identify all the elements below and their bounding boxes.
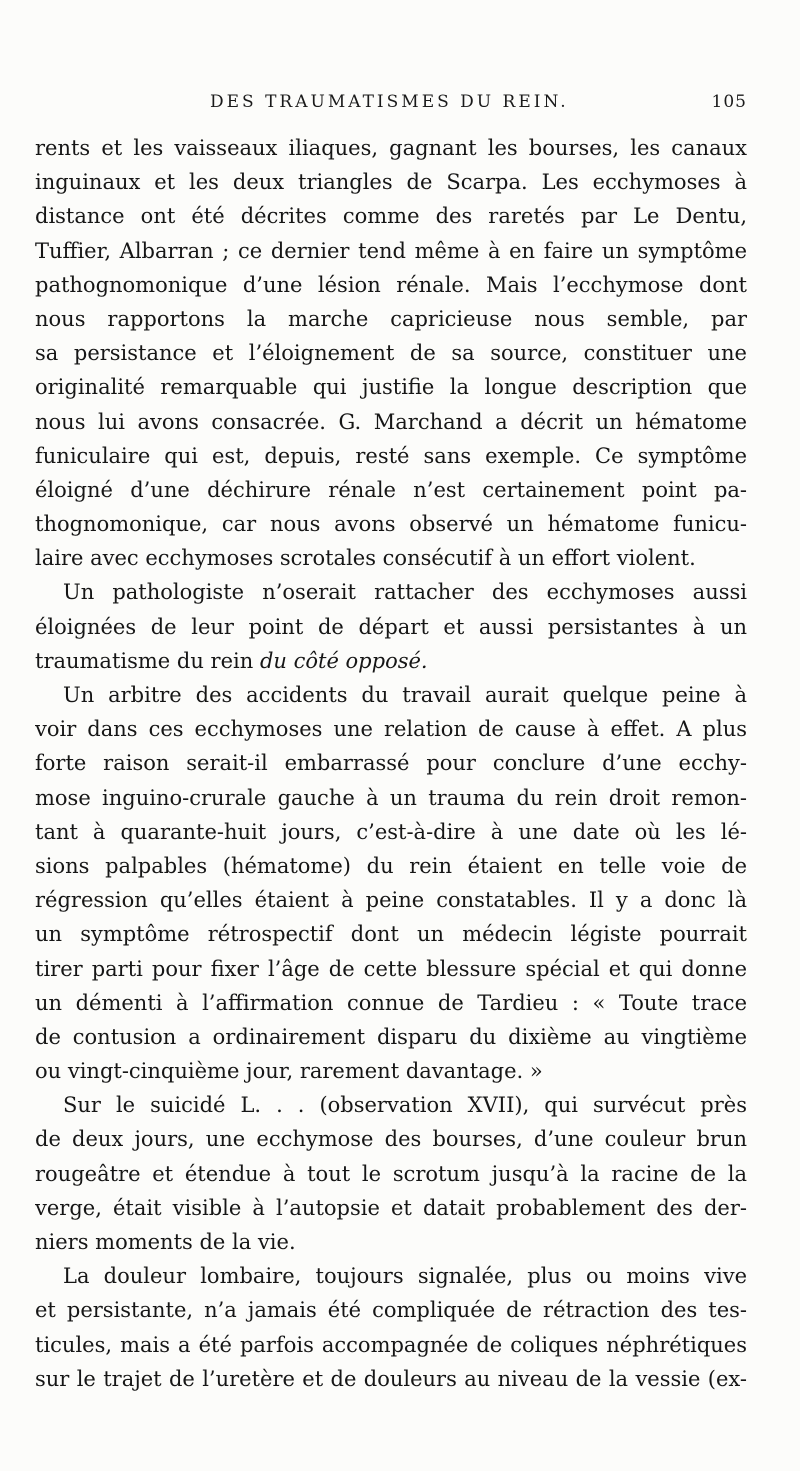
italic-phrase: du côté opposé.: [259, 648, 428, 673]
text-segment: traumatisme du rein: [35, 648, 254, 673]
text-line: niers moments de la vie.: [35, 1230, 296, 1254]
text-line: Tuffier, Albarran ; ce dernier tend même à en faire un symptôme: [35, 238, 747, 263]
text-line: Un arbitre des accidents du travail aurait quelque peine à: [63, 683, 747, 707]
text-line: laire avec ecchymoses scrotales consécutif à un effort violent.: [35, 546, 696, 571]
text-line: verge, était visible à l’autopsie et datait probablement des der-: [35, 1195, 747, 1220]
page-header: [35, 92, 747, 118]
text-line: pathognomonique d’une lésion rénale. Mais l’ecchymose dont: [35, 272, 747, 297]
text-line: rougeâtre et étendue à tout le scrotum jusqu’à la racine de la: [35, 1161, 747, 1186]
text-line: tirer parti pour fixer l’âge de cette blessure spécial et qui donne: [35, 956, 747, 981]
text-line: nous lui avons consacrée. G. Marchand a décrit un hématome: [35, 409, 747, 434]
text-line: sur le trajet de l’uretère et de douleurs au niveau de la vessie (ex-: [35, 1366, 747, 1391]
text-line: sions palpables (hématome) du rein étaient en telle voie de: [35, 853, 747, 878]
text-line: distance ont été décrites comme des raretés par Le Dentu,: [35, 204, 747, 229]
text-line: Un pathologiste n’oserait rattacher des ecchymoses aussi: [63, 580, 747, 605]
text-line: ou vingt-cinquième jour, rarement davantage. »: [35, 1059, 543, 1084]
running-head: DES TRAUMATISMES DU REIN.: [210, 92, 569, 112]
page-number: 105: [711, 92, 747, 112]
text-line: rents et les vaisseaux iliaques, gagnant les bourses, les canaux: [35, 136, 747, 160]
text-line: La douleur lombaire, toujours signalée, plus ou moins vive: [63, 1264, 747, 1289]
text-line: funiculaire qui est, depuis, resté sans exemple. Ce symptôme: [35, 443, 747, 468]
text-line: sa persistance et l’éloignement de sa source, constituer une: [35, 341, 747, 366]
text-line-with-italic: [35, 644, 747, 678]
text-line: inguinaux et les deux triangles de Scarpa. Les ecchymoses à: [35, 170, 747, 195]
text-line: nous rapportons la marche capricieuse nous semble, par: [35, 306, 747, 331]
body-text: [35, 131, 747, 1396]
text-line: voir dans ces ecchymoses une relation de cause à effet. A plus: [35, 717, 747, 742]
text-line: forte raison serait-il embarrassé pour conclure d’une ecchy-: [35, 751, 747, 776]
text-line: un démenti à l’affirmation connue de Tardieu : « Toute trace: [35, 990, 747, 1015]
text-line: tant à quarante-huit jours, c’est-à-dire à une date où les lé-: [35, 819, 747, 844]
text-line: éloignées de leur point de départ et aussi persistantes à un: [35, 614, 747, 639]
text-line: régression qu’elles étaient à peine constatables. Il y a donc là: [35, 888, 747, 913]
text-line: ticules, mais a été parfois accompagnée de coliques néphrétiques: [35, 1332, 747, 1357]
text-line: éloigné d’une déchirure rénale n’est certainement point pa-: [35, 477, 747, 502]
text-line: un symptôme rétrospectif dont un médecin légiste pourrait: [35, 922, 747, 947]
text-line: Sur le suicidé L. . . (observation XVII), qui survécut près: [63, 1093, 747, 1118]
text-line: thognomonique, car nous avons observé un hématome funicu-: [35, 512, 747, 537]
text-line: et persistante, n’a jamais été compliquée de rétraction des tes-: [35, 1298, 747, 1323]
text-line: mose inguino-crurale gauche à un trauma du rein droit remon-: [35, 785, 747, 810]
text-line: originalité remarquable qui justifie la longue description que: [35, 375, 747, 400]
text-line: de contusion a ordinairement disparu du dixième au vingtième: [35, 1024, 747, 1049]
text-line: de deux jours, une ecchymose des bourses, d’une couleur brun: [35, 1127, 747, 1152]
